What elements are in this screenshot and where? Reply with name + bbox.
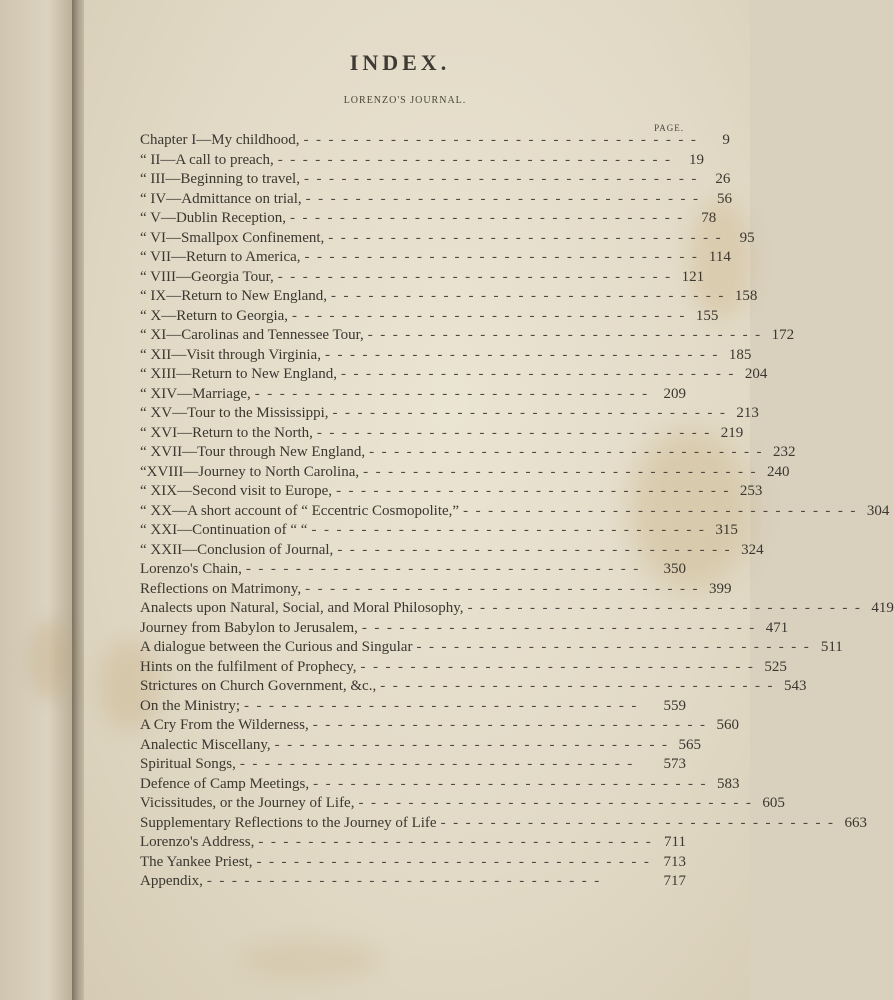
dot-leader bbox=[242, 560, 656, 580]
entry-page-number: 185 bbox=[728, 346, 752, 363]
entry-title: “ XX—A short account of “ Eccentric Cosmopolite,” bbox=[140, 502, 460, 519]
index-entry bbox=[140, 619, 789, 639]
index-entry bbox=[140, 560, 686, 580]
index-entry bbox=[140, 346, 752, 366]
index-entry bbox=[140, 424, 744, 444]
page-title: INDEX. bbox=[349, 50, 451, 75]
entry-page-number: 565 bbox=[678, 736, 701, 753]
dot-leader bbox=[464, 599, 864, 619]
dot-leader bbox=[327, 287, 727, 307]
index-entry bbox=[140, 677, 807, 697]
entry-page-number: 304 bbox=[866, 502, 890, 519]
entry-title: “ XIX—Second visit to Europe, bbox=[140, 483, 333, 499]
dot-leader bbox=[240, 697, 656, 717]
entry-title: A dialogue between the Curious and Singular bbox=[140, 639, 413, 655]
dot-leader bbox=[358, 619, 758, 639]
index-list bbox=[140, 131, 894, 892]
entry-title: The Yankee Priest, bbox=[140, 853, 253, 870]
dot-leader bbox=[300, 131, 700, 151]
index-entry bbox=[140, 736, 701, 756]
entry-title: Chapter I—My childhood, bbox=[140, 132, 300, 148]
entry-page-number: 56 bbox=[716, 190, 732, 207]
entry-title: “ III—Beginning to travel, bbox=[140, 171, 300, 187]
dot-leader bbox=[271, 736, 671, 756]
entry-page-number: 204 bbox=[744, 366, 768, 382]
dot-leader bbox=[251, 385, 656, 405]
dot-leader bbox=[364, 326, 764, 346]
entry-page-number: 559 bbox=[663, 697, 686, 714]
entry-title: Lorenzo's Chain, bbox=[140, 561, 242, 577]
index-entry bbox=[140, 482, 763, 502]
dot-leader bbox=[459, 502, 859, 522]
entry-page-number: 605 bbox=[762, 795, 785, 811]
entry-page-number: 471 bbox=[765, 619, 789, 636]
entry-title: Spiritual Songs, bbox=[140, 756, 236, 772]
dot-leader bbox=[337, 365, 737, 385]
index-entry bbox=[140, 872, 686, 892]
entry-page-number: 114 bbox=[708, 249, 731, 265]
entry-title: Analects upon Natural, Social, and Moral Philosophy, bbox=[140, 600, 464, 616]
entry-page-number: 95 bbox=[739, 229, 755, 246]
entry-page-number: 419 bbox=[871, 600, 894, 616]
entry-title: “ XXI—Continuation of “ “ bbox=[140, 522, 308, 538]
entry-title: “ XXII—Conclusion of Journal, bbox=[140, 541, 334, 558]
entry-page-number: 713 bbox=[663, 853, 686, 870]
index-entry bbox=[140, 248, 731, 268]
index-entry bbox=[140, 229, 755, 249]
entry-title: “ VIII—Georgia Tour, bbox=[140, 268, 274, 285]
dot-leader bbox=[329, 404, 729, 424]
index-entry bbox=[140, 541, 764, 561]
entry-title: “ XVII—Tour through New England, bbox=[140, 444, 366, 460]
dot-leader bbox=[302, 190, 702, 210]
dot-leader bbox=[301, 580, 701, 600]
entry-title: “ II—A call to preach, bbox=[140, 151, 274, 168]
entry-page-number: 155 bbox=[695, 307, 719, 324]
entry-page-number: 324 bbox=[741, 541, 764, 558]
index-entry bbox=[140, 775, 740, 795]
dot-leader bbox=[253, 853, 657, 873]
page-column-header: PAGE. bbox=[654, 123, 684, 133]
dot-leader bbox=[274, 151, 674, 171]
index-entry bbox=[140, 814, 867, 834]
entry-page-number: 26 bbox=[715, 171, 731, 187]
facing-page bbox=[0, 0, 80, 1000]
index-entry bbox=[140, 463, 790, 483]
index-entry bbox=[140, 131, 730, 151]
entry-page-number: 543 bbox=[784, 678, 807, 694]
dot-leader bbox=[321, 346, 721, 366]
entry-page-number: 511 bbox=[820, 639, 843, 655]
entry-title: “ VI—Smallpox Confinement, bbox=[140, 229, 325, 246]
entry-title: “ XII—Visit through Virginia, bbox=[140, 346, 321, 363]
entry-title: Strictures on Church Government, &c., bbox=[140, 678, 377, 694]
index-entry bbox=[140, 502, 890, 522]
dot-leader bbox=[307, 521, 707, 541]
entry-title: Analectic Miscellany, bbox=[140, 736, 271, 753]
entry-title: “ XI—Carolinas and Tennessee Tour, bbox=[140, 327, 364, 343]
dot-leader bbox=[286, 209, 686, 229]
dot-leader bbox=[359, 463, 759, 483]
index-entry bbox=[140, 307, 719, 327]
index-entry bbox=[140, 599, 894, 619]
entry-page-number: 315 bbox=[715, 522, 738, 538]
entry-title: Lorenzo's Address, bbox=[140, 834, 255, 850]
index-entry bbox=[140, 716, 740, 736]
dot-leader bbox=[300, 170, 700, 190]
dot-leader bbox=[412, 638, 812, 658]
entry-page-number: 172 bbox=[771, 327, 795, 343]
index-entry bbox=[140, 794, 785, 814]
entry-page-number: 121 bbox=[681, 268, 705, 285]
entry-page-number: 399 bbox=[708, 580, 732, 597]
entry-title: “ V—Dublin Reception, bbox=[140, 210, 286, 226]
entry-title: “ XIV—Marriage, bbox=[140, 385, 251, 402]
dot-leader bbox=[274, 268, 674, 288]
dot-leader bbox=[324, 229, 724, 249]
index-entry bbox=[140, 404, 759, 424]
dot-leader bbox=[332, 482, 732, 502]
dot-leader bbox=[365, 443, 765, 463]
index-entry bbox=[140, 326, 795, 346]
index-entry bbox=[140, 151, 705, 171]
index-entry bbox=[140, 833, 686, 853]
entry-title: Journey from Babylon to Jerusalem, bbox=[140, 619, 358, 636]
entry-page-number: 525 bbox=[764, 658, 787, 675]
entry-page-number: 158 bbox=[734, 288, 758, 304]
section-subtitle: LORENZO'S JOURNAL. bbox=[343, 95, 467, 106]
index-entry bbox=[140, 521, 738, 541]
dot-leader bbox=[333, 541, 733, 561]
entry-title: “XVIII—Journey to North Carolina, bbox=[140, 463, 360, 480]
entry-title: “ XV—Tour to the Mississippi, bbox=[140, 405, 329, 421]
index-entry bbox=[140, 385, 686, 405]
entry-page-number: 350 bbox=[663, 561, 686, 577]
entry-page-number: 711 bbox=[664, 834, 686, 850]
entry-title: A Cry From the Wilderness, bbox=[140, 717, 309, 733]
index-entry bbox=[140, 658, 787, 678]
dot-leader bbox=[236, 755, 656, 775]
dot-leader bbox=[288, 307, 688, 327]
entry-page-number: 232 bbox=[773, 444, 796, 460]
entry-title: Appendix, bbox=[140, 873, 203, 889]
entry-page-number: 560 bbox=[716, 717, 740, 733]
entry-title: “ IX—Return to New England, bbox=[140, 288, 328, 304]
index-entry bbox=[140, 697, 686, 717]
dot-leader bbox=[203, 872, 656, 892]
entry-page-number: 219 bbox=[720, 424, 744, 441]
entry-title: Supplementary Reflections to the Journey of Life bbox=[140, 814, 437, 831]
dot-leader bbox=[357, 658, 757, 678]
entry-title: Hints on the fulfilment of Prophecy, bbox=[140, 658, 357, 675]
dot-leader bbox=[376, 677, 776, 697]
entry-page-number: 209 bbox=[663, 385, 686, 402]
index-entry bbox=[140, 580, 732, 600]
dot-leader bbox=[309, 775, 709, 795]
dot-leader bbox=[437, 814, 837, 834]
index-entry bbox=[140, 170, 731, 190]
entry-page-number: 213 bbox=[736, 405, 759, 421]
entry-page-number: 717 bbox=[663, 873, 686, 889]
dot-leader bbox=[301, 248, 701, 268]
index-entry bbox=[140, 268, 705, 288]
dot-leader bbox=[354, 794, 754, 814]
entry-title: “ XVI—Return to the North, bbox=[140, 424, 313, 441]
entry-title: “ IV—Admittance on trial, bbox=[140, 190, 302, 207]
index-entry bbox=[140, 287, 758, 307]
index-entry bbox=[140, 209, 717, 229]
entry-page-number: 9 bbox=[722, 132, 730, 148]
entry-title: “ VII—Return to America, bbox=[140, 249, 301, 265]
entry-title: “ X—Return to Georgia, bbox=[140, 307, 289, 324]
dot-leader bbox=[254, 833, 656, 853]
entry-page-number: 583 bbox=[716, 775, 740, 792]
index-entry bbox=[140, 190, 732, 210]
entry-page-number: 78 bbox=[701, 210, 717, 226]
entry-title: Defence of Camp Meetings, bbox=[140, 775, 310, 792]
entry-title: “ XIII—Return to New England, bbox=[140, 366, 338, 382]
index-entry bbox=[140, 443, 796, 463]
entry-title: Reflections on Matrimony, bbox=[140, 580, 302, 597]
entry-page-number: 573 bbox=[663, 756, 686, 772]
index-entry bbox=[140, 755, 686, 775]
dot-leader bbox=[313, 424, 713, 444]
index-entry bbox=[140, 638, 843, 658]
entry-page-number: 240 bbox=[766, 463, 790, 480]
dot-leader bbox=[309, 716, 709, 736]
entry-page-number: 253 bbox=[739, 483, 763, 499]
entry-page-number: 663 bbox=[844, 814, 867, 831]
index-entry bbox=[140, 853, 686, 873]
index-entry bbox=[140, 365, 768, 385]
entry-title: Vicissitudes, or the Journey of Life, bbox=[140, 795, 355, 811]
entry-title: On the Ministry; bbox=[140, 697, 240, 714]
entry-page-number: 19 bbox=[689, 151, 705, 168]
